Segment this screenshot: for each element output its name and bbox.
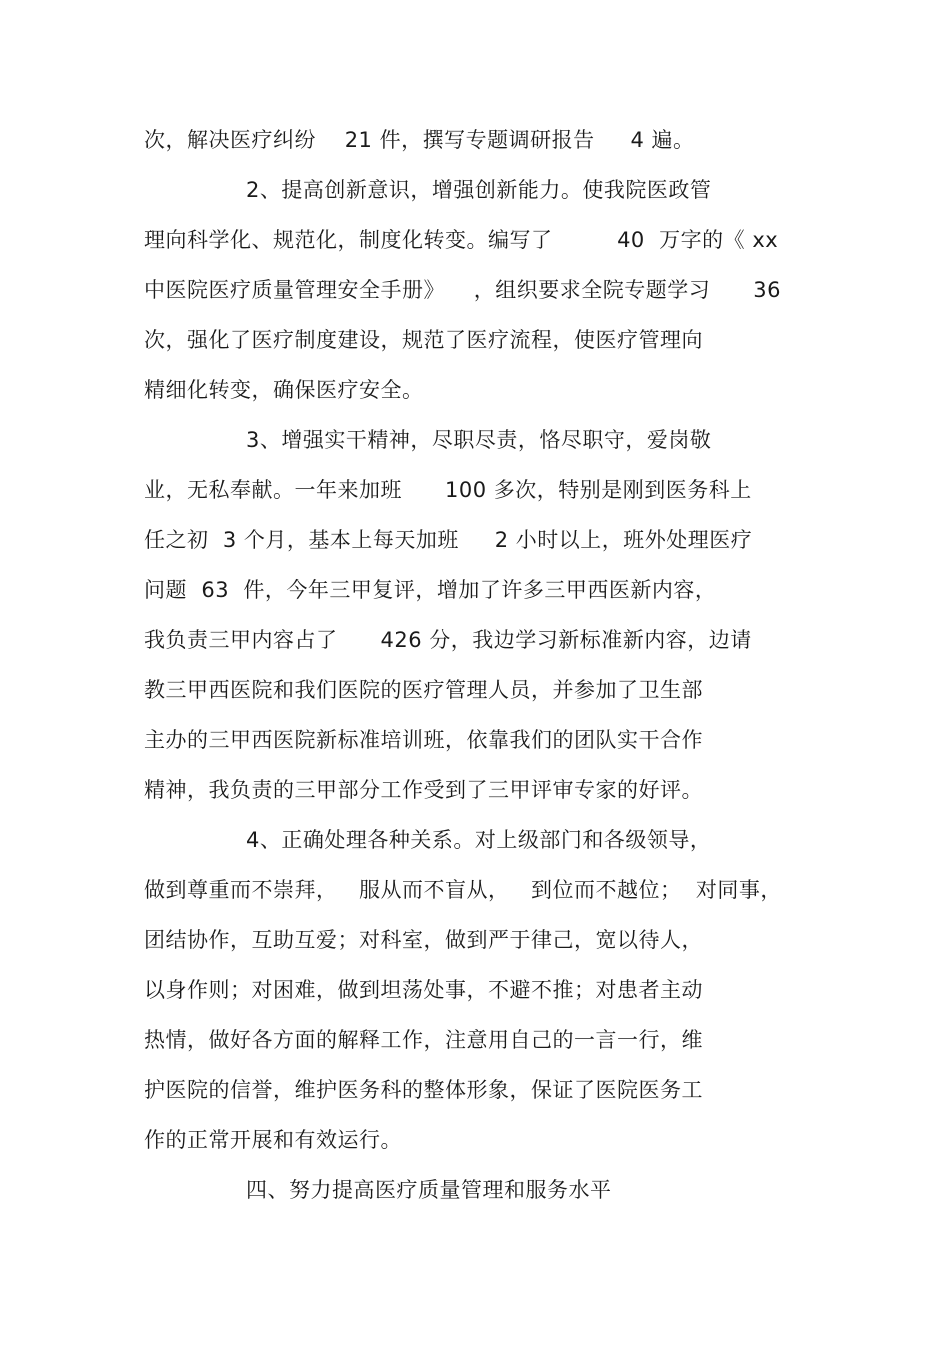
text-line: 团结协作，互助互爱；对科室，做到严于律己，宽以待人， [144,928,703,952]
text-line: 次，强化了医疗制度建设，规范了医疗流程，使医疗管理向 [144,328,703,352]
text-line: 业，无私奉献。一年来加班 100 多次，特别是刚到医务科上 [144,478,752,502]
text-line: 精神，我负责的三甲部分工作受到了三甲评审专家的好评。 [144,778,703,802]
text-line: 做到尊重而不崇拜， 服从而不盲从， 到位而不越位； 对同事， [144,878,782,902]
section-heading: 四、努力提高医疗质量管理和服务水平 [246,1178,612,1202]
text-line: 中医院医疗质量管理安全手册》 ，组织要求全院专题学习 36 [144,278,781,302]
text-line: 理向科学化、规范化，制度化转变。编写了 40 万字的《 xx [144,228,779,252]
paragraph-heading-2: 2、提高创新意识，增强创新能力。使我院医政管 [246,178,712,202]
paragraph-heading-3: 3、增强实干精神，尽职尽责，恪尽职守，爱岗敬 [246,428,712,452]
text-line: 热情，做好各方面的解释工作，注意用自己的一言一行，维 [144,1028,703,1052]
text-line: 我负责三甲内容占了 426 分，我边学习新标准新内容，边请 [144,628,752,652]
text-line: 次，解决医疗纠纷 21 件，撰写专题调研报告 4 遍。 [144,128,695,152]
text-line: 任之初 3 个月，基本上每天加班 2 小时以上，班外处理医疗 [144,528,753,552]
text-line: 主办的三甲西医院新标准培训班，依靠我们的团队实干合作 [144,728,703,752]
text-line: 护医院的信誉，维护医务科的整体形象，保证了医院医务工 [144,1078,703,1102]
text-line: 问题 63 件，今年三甲复评，增加了许多三甲西医新内容， [144,578,717,602]
text-line: 教三甲西医院和我们医院的医疗管理人员，并参加了卫生部 [144,678,703,702]
text-line: 以身作则；对困难，做到坦荡处事，不避不推；对患者主动 [144,978,703,1002]
text-line: 精细化转变，确保医疗安全。 [144,378,424,402]
text-line: 作的正常开展和有效运行。 [144,1128,402,1152]
paragraph-heading-4: 4、正确处理各种关系。对上级部门和各级领导， [246,828,712,852]
